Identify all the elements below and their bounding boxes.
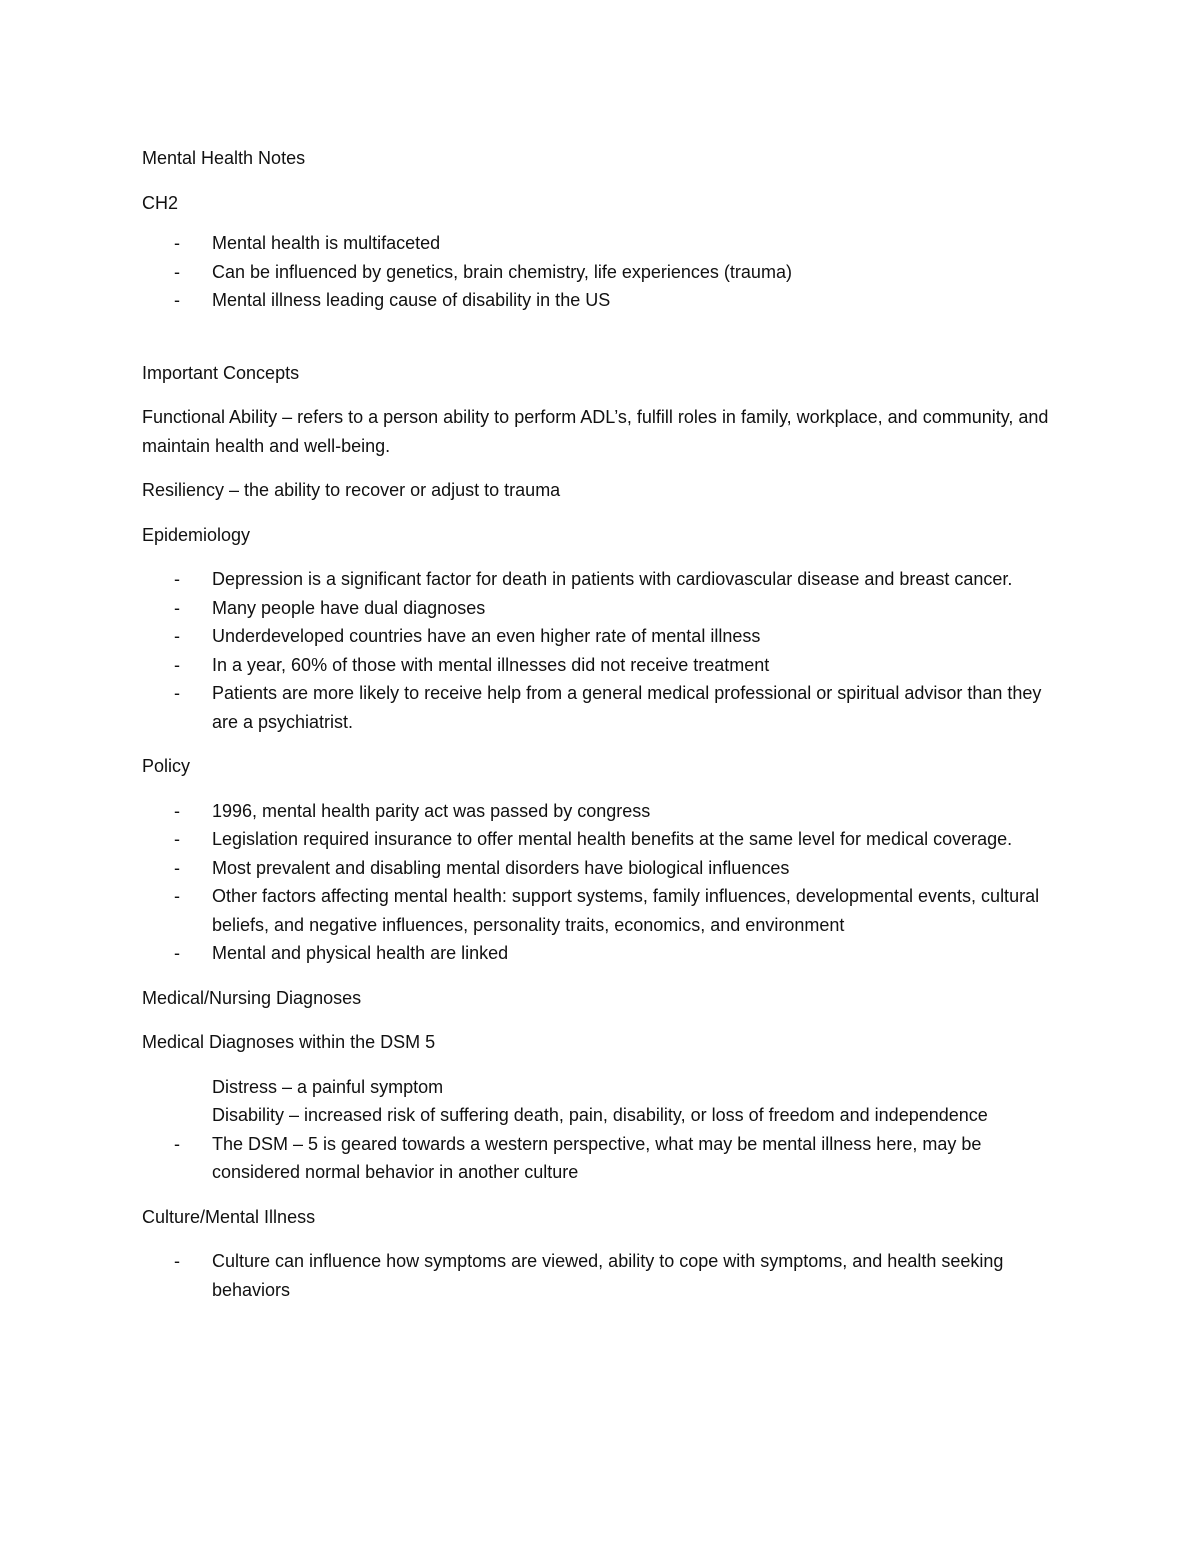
section-heading-diagnoses: Medical/Nursing Diagnoses xyxy=(142,987,362,1008)
list-item: - Mental illness leading cause of disability in the US xyxy=(142,286,1072,315)
dash-bullet: - xyxy=(174,800,180,821)
document-title: Mental Health Notes xyxy=(142,148,306,168)
list-item: - Culture can influence how symptoms are viewed, ability to cope with symptoms, and health seeking behaviors xyxy=(142,1247,1072,1304)
document-body xyxy=(142,144,1072,1320)
list-item: - In a year, 60% of those with mental illnesses did not receive treatment xyxy=(142,651,1072,680)
resiliency-definition: Resiliency – the ability to recover or adjust to trauma xyxy=(142,480,561,500)
dash-bullet: - xyxy=(174,829,180,849)
section-heading-culture: Culture/Mental Illness xyxy=(142,1206,316,1227)
dash-bullet: - xyxy=(174,261,180,282)
dash-bullet: - xyxy=(174,290,180,310)
dash-bullet: - xyxy=(174,569,180,589)
list-item: - Other factors affecting mental health: support systems, family influences, developmental events, cultural beliefs, and negative influences, personality traits, economics, and environment xyxy=(142,882,1072,939)
list-item: - Depression is a significant factor for death in patients with cardiovascular disease and breast cancer. xyxy=(142,565,1072,594)
disability-definition: Disability – increased risk of suffering death, pain, disability, or loss of freedom and independence xyxy=(212,1105,988,1125)
dash-bullet: - xyxy=(174,233,180,253)
dash-bullet: - xyxy=(174,654,180,675)
section-heading-concepts: Important Concepts xyxy=(142,362,300,383)
list-item: - 1996, mental health parity act was passed by congress xyxy=(142,797,1072,826)
blank-line xyxy=(142,331,1072,359)
dash-bullet: - xyxy=(174,857,180,878)
distress-definition: Distress – a painful symptom xyxy=(212,1076,444,1097)
dsm-criteria xyxy=(142,1073,1072,1130)
dash-bullet: - xyxy=(174,683,180,703)
section-heading-policy: Policy xyxy=(142,756,191,776)
list-item: - Patients are more likely to receive help from a general medical professional or spiritual advisor than they are a psychiatrist. xyxy=(142,679,1072,736)
dash-bullet: - xyxy=(174,886,180,906)
list-item: - Can be influenced by genetics, brain chemistry, life experiences (trauma) xyxy=(142,258,1072,287)
diagnoses-list xyxy=(142,1130,1072,1187)
list-item: - Most prevalent and disabling mental disorders have biological influences xyxy=(142,854,1072,883)
policy-list xyxy=(142,797,1072,968)
chapter-label: CH2 xyxy=(142,192,179,213)
subheading-dsm5: Medical Diagnoses within the DSM 5 xyxy=(142,1032,436,1052)
list-item: - The DSM – 5 is geared towards a western perspective, what may be mental illness here, may be considered normal behavior in another culture xyxy=(142,1130,1072,1187)
epidemiology-list xyxy=(142,565,1072,736)
dash-bullet: - xyxy=(174,1251,180,1271)
list-item: - Many people have dual diagnoses xyxy=(142,594,1072,623)
dash-bullet: - xyxy=(174,943,180,963)
functional-ability-definition: Functional Ability – refers to a person ability to perform ADL’s, fulfill roles in family, workplace, and community, and maintain health and well-being. xyxy=(142,407,1049,456)
list-item: - Mental health is multifaceted xyxy=(142,229,1072,258)
dash-bullet: - xyxy=(174,626,180,646)
list-item: - Legislation required insurance to offer mental health benefits at the same level for medical coverage. xyxy=(142,825,1072,854)
list-item: - Mental and physical health are linked xyxy=(142,939,1072,968)
culture-list xyxy=(142,1247,1072,1304)
dash-bullet: - xyxy=(174,1133,180,1154)
intro-list xyxy=(142,229,1072,315)
section-heading-epidemiology: Epidemiology xyxy=(142,524,251,545)
list-item: - Underdeveloped countries have an even higher rate of mental illness xyxy=(142,622,1072,651)
dash-bullet: - xyxy=(174,597,180,618)
